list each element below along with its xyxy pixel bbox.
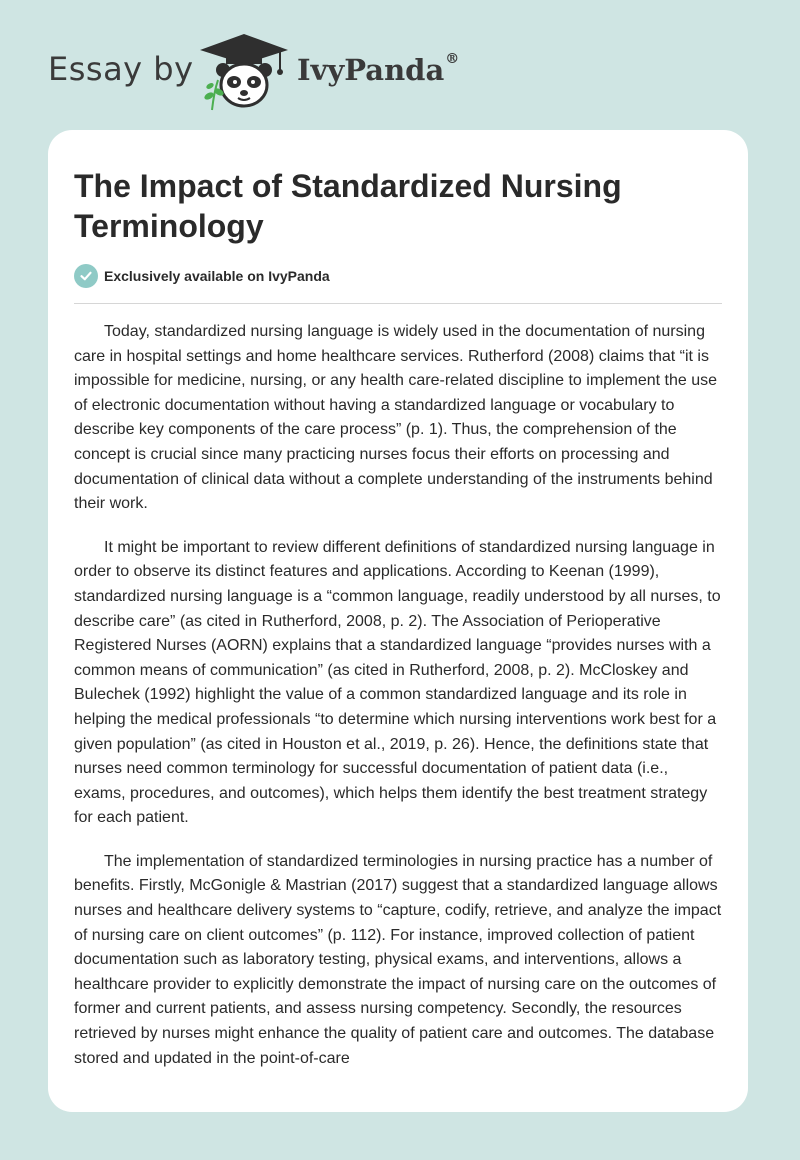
check-circle-icon — [74, 264, 98, 288]
site-header — [0, 0, 800, 130]
paragraph: It might be important to review different definitions of standardized nursing language in order to observe its distinct features and applications. According to Keenan (1999), standardized nursing language is a “common language, readily understood by all nurses, to describe care” (as cited in Rutherford, 2008, p. 2). The Association of Perioperative Registered Nurses (AORN) explains that a standardized language “provides nurses with a common means of communication” (as cited in Rutherford, 2008, p. 2). McCloskey and Bulechek (1992) highlight the value of a common standardized language and its role in helping the medical professionals “to determine which nursing interventions work best for a given population” (as cited in Houston et al., 2019, p. 26). Hence, the definitions state that nurses need common terminology for successful documentation of patient data (i.e., exams, procedures, and outcomes), which helps them identify the best treatment strategy for each patient. — [74, 538, 721, 827]
divider — [74, 303, 722, 304]
essay-card — [48, 130, 748, 1112]
essay-body — [74, 320, 724, 1090]
brand-prefix: Essay by — [48, 50, 194, 88]
paragraph: The implementation of standardized terminologies in nursing practice has a number of benefits. Firstly, McGonigle & Mastrian (2017) suggest that a standardized language allows nurses and healthcare delivery systems to “capture, codify, retrieve, and analyze the impact of nursing care on client outcomes” (p. 112). For instance, improved collection of patient documentation such as laboratory testing, physical exams, and interventions, allows a healthcare provider to explicitly demonstrate the impact of nursing care on the outcomes of former and current patients, and assess nursing competency. Secondly, the resources retrieved by nurses might enhance the quality of patient care and outcomes. The database stored and updated in the point-of-care — [74, 852, 722, 1067]
badge-label: Exclusively available on IvyPanda — [104, 268, 330, 284]
exclusive-badge — [74, 264, 330, 288]
panda-graduate-icon[interactable] — [196, 30, 292, 112]
brand-name[interactable]: IvyPanda® — [297, 51, 460, 87]
paragraph: Today, standardized nursing language is widely used in the documentation of nursing care in hospital settings and home healthcare services. Rutherford (2008) claims that “it is impossible for medicine, nursing, or any health care-related discipline to implement the use of electronic documentation without having a standardized language or vocabulary to describe key components of the care process” (p. 1). Thus, the comprehension of the concept is crucial since many practicing nurses focus their efforts on processing and documentation of clinical data without a complete understanding of the instruments behind their work. — [74, 323, 717, 513]
trademark-symbol: ® — [445, 51, 460, 68]
essay-title: The Impact of Standardized Nursing Terminology — [74, 168, 622, 244]
